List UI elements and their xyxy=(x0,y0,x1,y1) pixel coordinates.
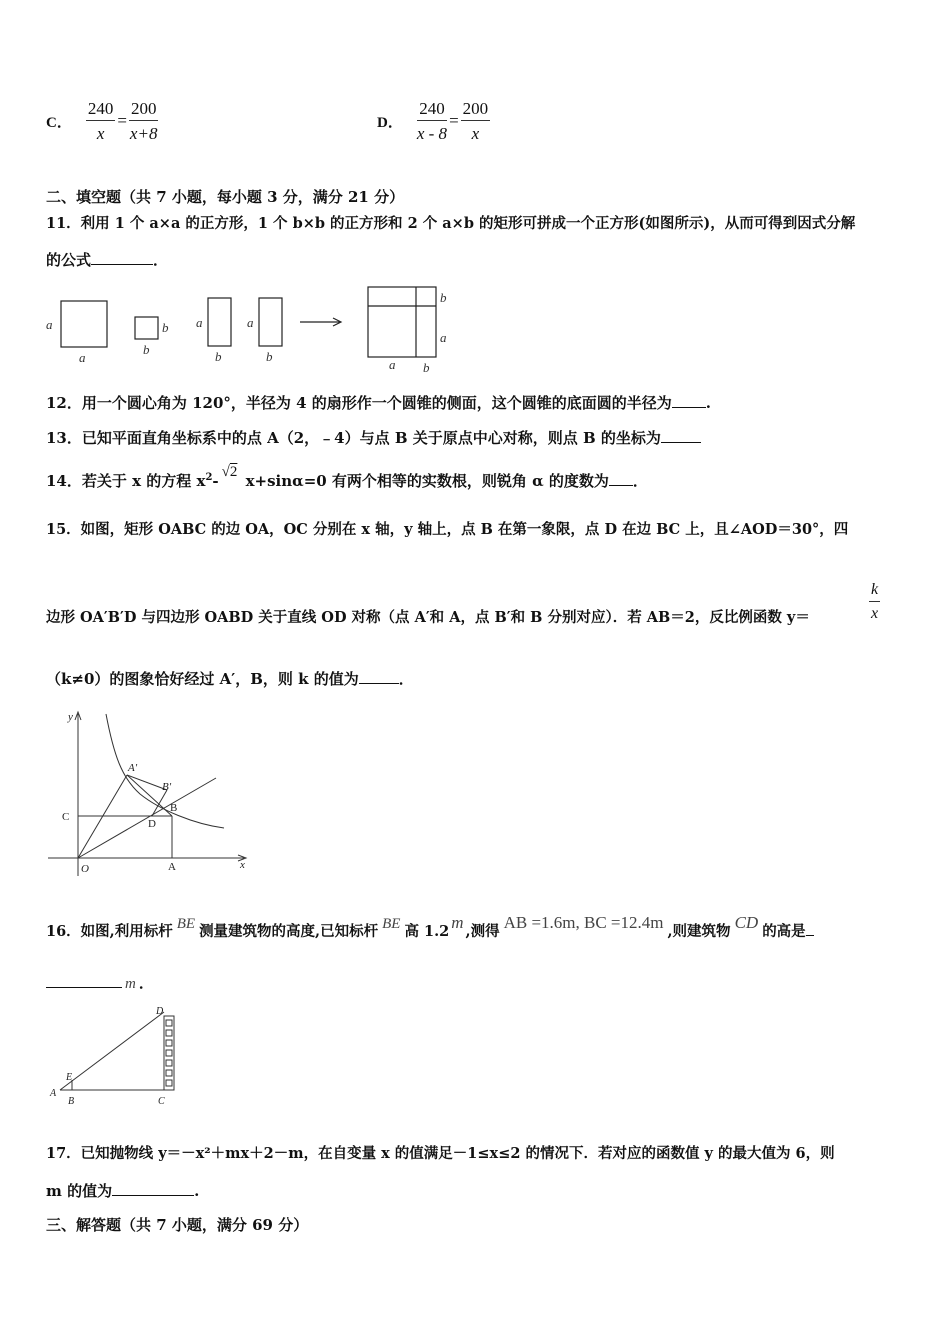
q11-square-a xyxy=(61,301,107,347)
option-d: D． $\frac{240}{x - 8}$ = $\frac{200}{x}$ xyxy=(377,99,489,143)
ray-OB-direction xyxy=(78,778,216,858)
q17-line2: m 的值为 . xyxy=(46,1182,200,1200)
q15-k-over-x: $\frac{k}{x}$ xyxy=(871,581,879,622)
q15-line2: 边形 OA′B′D 与四边形 OABD 关于直线 OD 对称（点 A′和 A，点 B′和 B 分别对应）．若 AB＝2，反比例函数 y＝ xyxy=(46,609,810,626)
q12: 12．用一个圆心角为 120°，半径为 4 的扇形作一个圆锥的侧面，这个圆锥的底面圆的半径为 . xyxy=(46,394,712,412)
option-d-letter: D． xyxy=(377,114,403,131)
q11-combined-square xyxy=(368,287,436,357)
option-c: C． $\frac{240}{x}$ = $\frac{200}{x+8}$ xyxy=(46,99,158,143)
svg-text:C: C xyxy=(62,811,70,823)
svg-text:a: a xyxy=(389,357,396,372)
sqrt-2: √2 xyxy=(221,464,238,480)
q12-answer-blank[interactable] xyxy=(672,395,706,408)
svg-text:x: x xyxy=(240,859,245,871)
q14: 14．若关于 x 的方程 $x^2-$ √2 x+sinα=0 有两个相等的实数根，则锐角 α 的度数为 ． xyxy=(46,464,648,490)
building-windows xyxy=(166,1020,172,1086)
svg-text:b: b xyxy=(215,349,222,364)
svg-text:a: a xyxy=(440,330,447,345)
q11-line1: 11．利用 1 个 a×a 的正方形，1 个 b×b 的正方形和 2 个 a×b 的矩形可拼成一个正方形(如图所示)，从而可得到因式分解 xyxy=(46,215,856,232)
svg-text:b: b xyxy=(143,342,150,357)
svg-text:C: C xyxy=(158,1096,165,1107)
sight-line xyxy=(60,1012,164,1090)
svg-text:B: B xyxy=(170,802,178,814)
q11-line2: 的公式 ． xyxy=(46,251,169,269)
q16-answer-blank[interactable] xyxy=(46,975,122,988)
svg-text:A: A xyxy=(168,861,176,873)
q11-square-b xyxy=(135,317,158,339)
q16-answer-blank-start xyxy=(806,923,814,936)
option-c-letter: C． xyxy=(46,114,72,131)
svg-text:A: A xyxy=(50,1088,57,1099)
svg-text:b: b xyxy=(423,360,430,375)
q17-line1: 17．已知抛物线 y＝－x²＋mx＋2－m，在自变量 x 的值满足－1≤x≤2 的情况下．若对应的函数值 y 的最大值为 6，则 xyxy=(46,1145,835,1162)
svg-text:b: b xyxy=(162,320,169,335)
q17-answer-blank[interactable] xyxy=(112,1183,194,1196)
q13-answer-blank[interactable] xyxy=(661,430,701,443)
svg-text:D: D xyxy=(148,818,156,830)
segment-A-prime-B-prime xyxy=(127,775,167,790)
section2-heading: 二、填空题（共 7 小题，每小题 3 分，满分 21 分） xyxy=(46,188,405,206)
q11-rect-ab-2 xyxy=(259,298,282,346)
q11-figure xyxy=(40,282,460,377)
svg-text:B: B xyxy=(68,1096,75,1107)
hyperbola-curve xyxy=(106,714,224,828)
q16-line2: m ． xyxy=(46,972,154,993)
option-d-left-fraction: $\frac{240}{x - 8}$ xyxy=(416,99,448,143)
q11-rect-ab-1 xyxy=(208,298,231,346)
svg-text:b: b xyxy=(266,349,273,364)
q14-answer-blank[interactable] xyxy=(609,473,633,486)
svg-text:a: a xyxy=(79,350,86,365)
svg-text:a: a xyxy=(196,315,203,330)
q15-figure xyxy=(44,706,254,886)
svg-text:A′: A′ xyxy=(128,762,138,774)
svg-text:O: O xyxy=(81,863,89,875)
option-d-right-fraction: $\frac{200}{x}$ xyxy=(462,99,489,143)
q13: 13．已知平面直角坐标系中的点 A（2，﹣4）与点 B 关于原点中心对称，则点 B 的坐标为 xyxy=(46,427,701,448)
section3-heading: 三、解答题（共 7 小题，满分 69 分） xyxy=(46,1216,309,1234)
svg-text:D: D xyxy=(156,1006,164,1017)
svg-text:a: a xyxy=(46,317,53,332)
svg-text:E: E xyxy=(66,1072,73,1083)
q11-answer-blank[interactable] xyxy=(91,252,153,265)
option-c-left-fraction: $\frac{240}{x}$ xyxy=(87,99,114,143)
option-c-right-fraction: $\frac{200}{x+8}$ xyxy=(129,99,158,143)
svg-text:B′: B′ xyxy=(162,781,172,793)
svg-text:b: b xyxy=(440,290,447,305)
q15-answer-blank[interactable] xyxy=(359,671,399,684)
q15-line3: （k≠0）的图象恰好经过 A′，B，则 k 的值为 ． xyxy=(46,670,414,688)
q16-line1: 16．如图,利用标杆 BE 测量建筑物的高度,已知标杆 BE 高 1.2 m ,测得 AB =1.6m, BC =12.4m ,则建筑物 CD 的高是 xyxy=(46,920,814,941)
q16-figure xyxy=(48,1004,188,1108)
svg-text:a: a xyxy=(247,315,254,330)
segment-B-prime-D xyxy=(152,790,167,816)
q15-line1: 15．如图，矩形 OABC 的边 OA，OC 分别在 x 轴，y 轴上，点 B 在第一象限，点 D 在边 BC 上，且∠AOD＝30°，四 xyxy=(46,521,849,538)
svg-text:y: y xyxy=(68,711,73,723)
